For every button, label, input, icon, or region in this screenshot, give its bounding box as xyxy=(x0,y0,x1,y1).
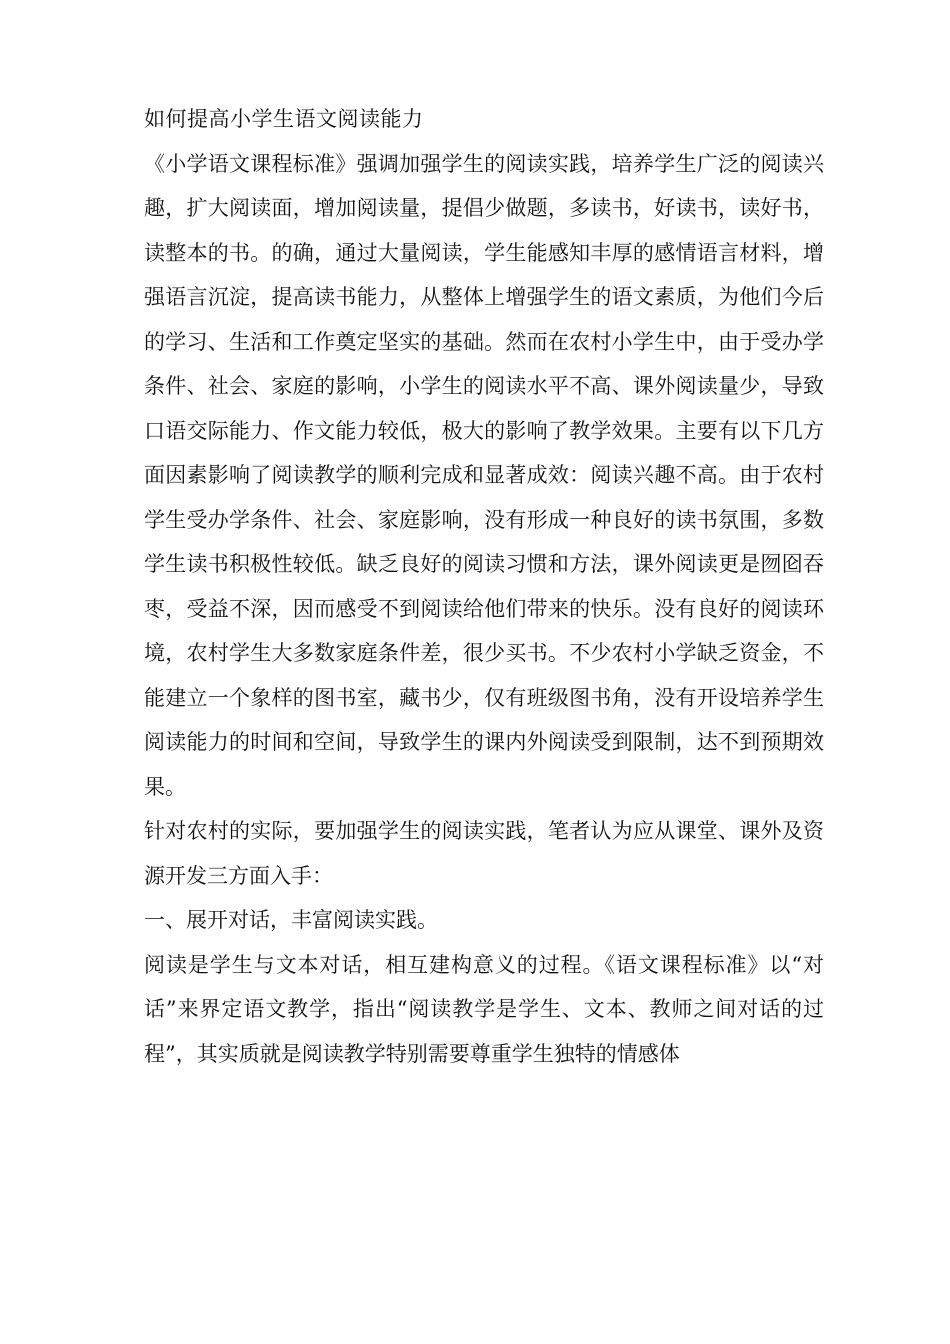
paragraph-dialogue: 阅读是学生与文本对话，相互建构意义的过程。《语文课程标准》以“对话”来界定语文教学，指出“阅读教学是学生、文本、教师之间对话的过程”，其实质就是阅读教学特别需要尊重学生独特的情感体 xyxy=(144,952,824,1066)
paragraph-approach: 针对农村的实际，要加强学生的阅读实践，笔者认为应从课堂、课外及资源开发三方面入手： xyxy=(144,819,824,888)
section-heading-1: 一、展开对话，丰富阅读实践。 xyxy=(144,908,438,932)
paragraph-intro: 《小学语文课程标准》强调加强学生的阅读实践，培养学生广泛的阅读兴趣，扩大阅读面，增加阅读量，提倡少做题，多读书，好读书，读好书，读整本的书。的确，通过大量阅读，学生能感知丰厚的感情语言材料，增强语言沉淀，提高读书能力，从整体上增强学生的语文素质，为他们今后的学习、生活和工作奠定坚实的基础。然而在农村小学生中，由于受办学条件、社会、家庭的影响，小学生的阅读水平不高、课外阅读量少，导致口语交际能力、作文能力较低，极大的影响了教学效果。主要有以下几方面因素影响了阅读教学的顺利完成和显著成效：阅读兴趣不高。由于农村学生受办学条件、社会、家庭影响，没有形成一种良好的读书氛围，多数学生读书积极性较低。缺乏良好的阅读习惯和方法，课外阅读更是囫囵吞枣，受益不深，因而感受不到阅读给他们带来的快乐。没有良好的阅读环境，农村学生大多数家庭条件差，很少买书。不少农村小学缺乏资金，不能建立一个象样的图书室，藏书少，仅有班级图书角，没有开设培养学生阅读能力的时间和空间，导致学生的课内外阅读受到限制，达不到预期效果。 xyxy=(144,151,824,799)
document-title: 如何提高小学生语文阅读能力 xyxy=(144,107,424,131)
document-body xyxy=(144,97,824,1076)
